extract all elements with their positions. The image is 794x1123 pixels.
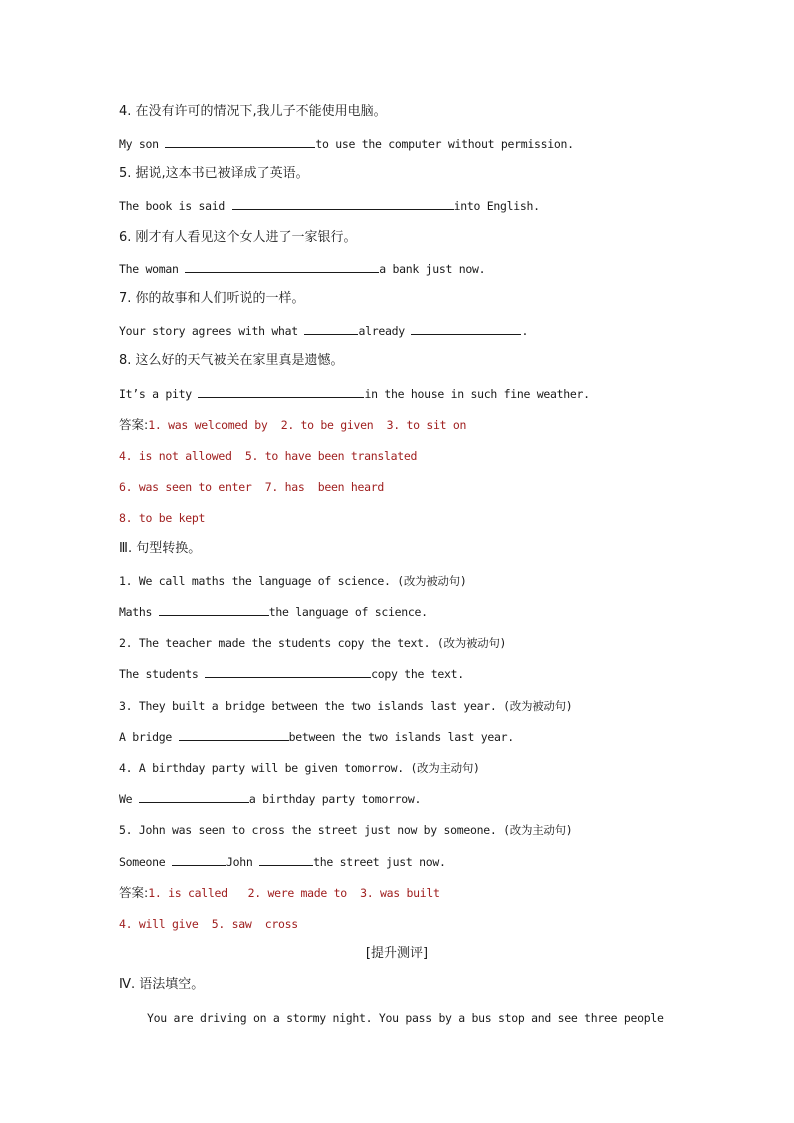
text-segment: a bank just now. bbox=[379, 262, 486, 276]
s3-question-4-answer-line bbox=[119, 791, 421, 807]
text-segment: already bbox=[358, 324, 412, 338]
text-segment: The students bbox=[119, 667, 206, 681]
answers-3-line-2: 4. will give 5. saw cross bbox=[119, 917, 298, 931]
answer-label: 答案: bbox=[119, 417, 149, 432]
question-6-chinese: 6. 刚才有人看见这个女人进了一家银行。 bbox=[119, 230, 357, 245]
question-4-english bbox=[119, 136, 574, 152]
answers-line-2: 4. is not allowed 5. to have been translated bbox=[119, 449, 418, 463]
answer-blank bbox=[179, 729, 289, 741]
section-title: [提升测评] bbox=[365, 946, 429, 961]
answer-blank bbox=[159, 604, 269, 616]
s3-question-1-answer-line bbox=[119, 604, 428, 620]
answers-line-4: 8. to be kept bbox=[119, 511, 206, 525]
s3-question-5: 5. John was seen to cross the street just now by someone. (改为主动句) bbox=[119, 823, 573, 837]
text-segment: the street just now. bbox=[313, 855, 446, 869]
text-segment: . bbox=[521, 324, 529, 338]
text-segment: The woman bbox=[119, 262, 186, 276]
section-4-paragraph: You are driving on a stormy night. You pass by a bus stop and see three people bbox=[147, 1011, 664, 1025]
s3-question-5-answer-line bbox=[119, 854, 446, 870]
answer-blank bbox=[172, 854, 226, 866]
question-5-chinese: 5. 据说,这本书已被译成了英语。 bbox=[119, 166, 309, 181]
question-8-chinese: 8. 这么好的天气被关在家里真是遗憾。 bbox=[119, 353, 344, 368]
answer-blank bbox=[185, 261, 379, 273]
answer-blank bbox=[205, 666, 371, 678]
text-segment: It’s a pity bbox=[119, 387, 199, 401]
s3-question-2-answer-line bbox=[119, 666, 464, 682]
question-7-chinese: 7. 你的故事和人们听说的一样。 bbox=[119, 291, 305, 306]
answer-blank bbox=[232, 198, 454, 210]
answers-line-1 bbox=[119, 417, 466, 433]
text-segment: A bridge bbox=[119, 730, 179, 744]
question-4-chinese: 4. 在没有许可的情况下,我儿子不能使用电脑。 bbox=[119, 104, 387, 119]
text-segment: Someone bbox=[119, 855, 172, 869]
question-8-english bbox=[119, 386, 590, 402]
text-segment: a birthday party tomorrow. bbox=[248, 792, 422, 806]
text-segment: The book is said bbox=[119, 199, 232, 213]
answer-label: 答案: bbox=[119, 885, 149, 900]
text-segment: the language of science. bbox=[268, 605, 428, 619]
s3-question-1: 1. We call maths the language of science. (改为被动句) bbox=[119, 574, 467, 588]
answer-text: 1. was welcomed by 2. to be given 3. to sit on bbox=[148, 418, 467, 432]
answer-text: 1. is called 2. were made to 3. was built bbox=[148, 886, 440, 900]
answer-blank bbox=[259, 854, 313, 866]
text-segment: copy the text. bbox=[371, 667, 464, 681]
section-3-heading: Ⅲ. 句型转换。 bbox=[119, 541, 202, 556]
text-segment: Maths bbox=[119, 605, 159, 619]
answers-3-line-1 bbox=[119, 885, 440, 901]
question-7-english bbox=[119, 323, 528, 339]
answer-blank bbox=[411, 323, 521, 335]
s3-question-3: 3. They built a bridge between the two islands last year. (改为被动句) bbox=[119, 699, 573, 713]
answer-blank bbox=[139, 791, 249, 803]
section-4-heading: Ⅳ. 语法填空。 bbox=[119, 977, 205, 992]
s3-question-3-answer-line bbox=[119, 729, 514, 745]
text-segment: Your story agrees with what bbox=[119, 324, 305, 338]
answers-line-3: 6. was seen to enter 7. has been heard bbox=[119, 480, 384, 494]
s3-question-2: 2. The teacher made the students copy the text. (改为被动句) bbox=[119, 636, 507, 650]
text-segment: between the two islands last year. bbox=[288, 730, 514, 744]
answer-blank bbox=[165, 136, 315, 148]
text-segment: into English. bbox=[453, 199, 540, 213]
question-5-english bbox=[119, 198, 540, 214]
answer-blank bbox=[198, 386, 364, 398]
answer-blank bbox=[304, 323, 358, 335]
s3-question-4: 4. A birthday party will be given tomorrow. (改为主动句) bbox=[119, 761, 480, 775]
text-segment: My son bbox=[119, 137, 166, 151]
text-segment: in the house in such fine weather. bbox=[364, 387, 590, 401]
question-6-english bbox=[119, 261, 485, 277]
text-segment: John bbox=[226, 855, 260, 869]
text-segment: We bbox=[119, 792, 139, 806]
text-segment: to use the computer without permission. bbox=[315, 137, 574, 151]
